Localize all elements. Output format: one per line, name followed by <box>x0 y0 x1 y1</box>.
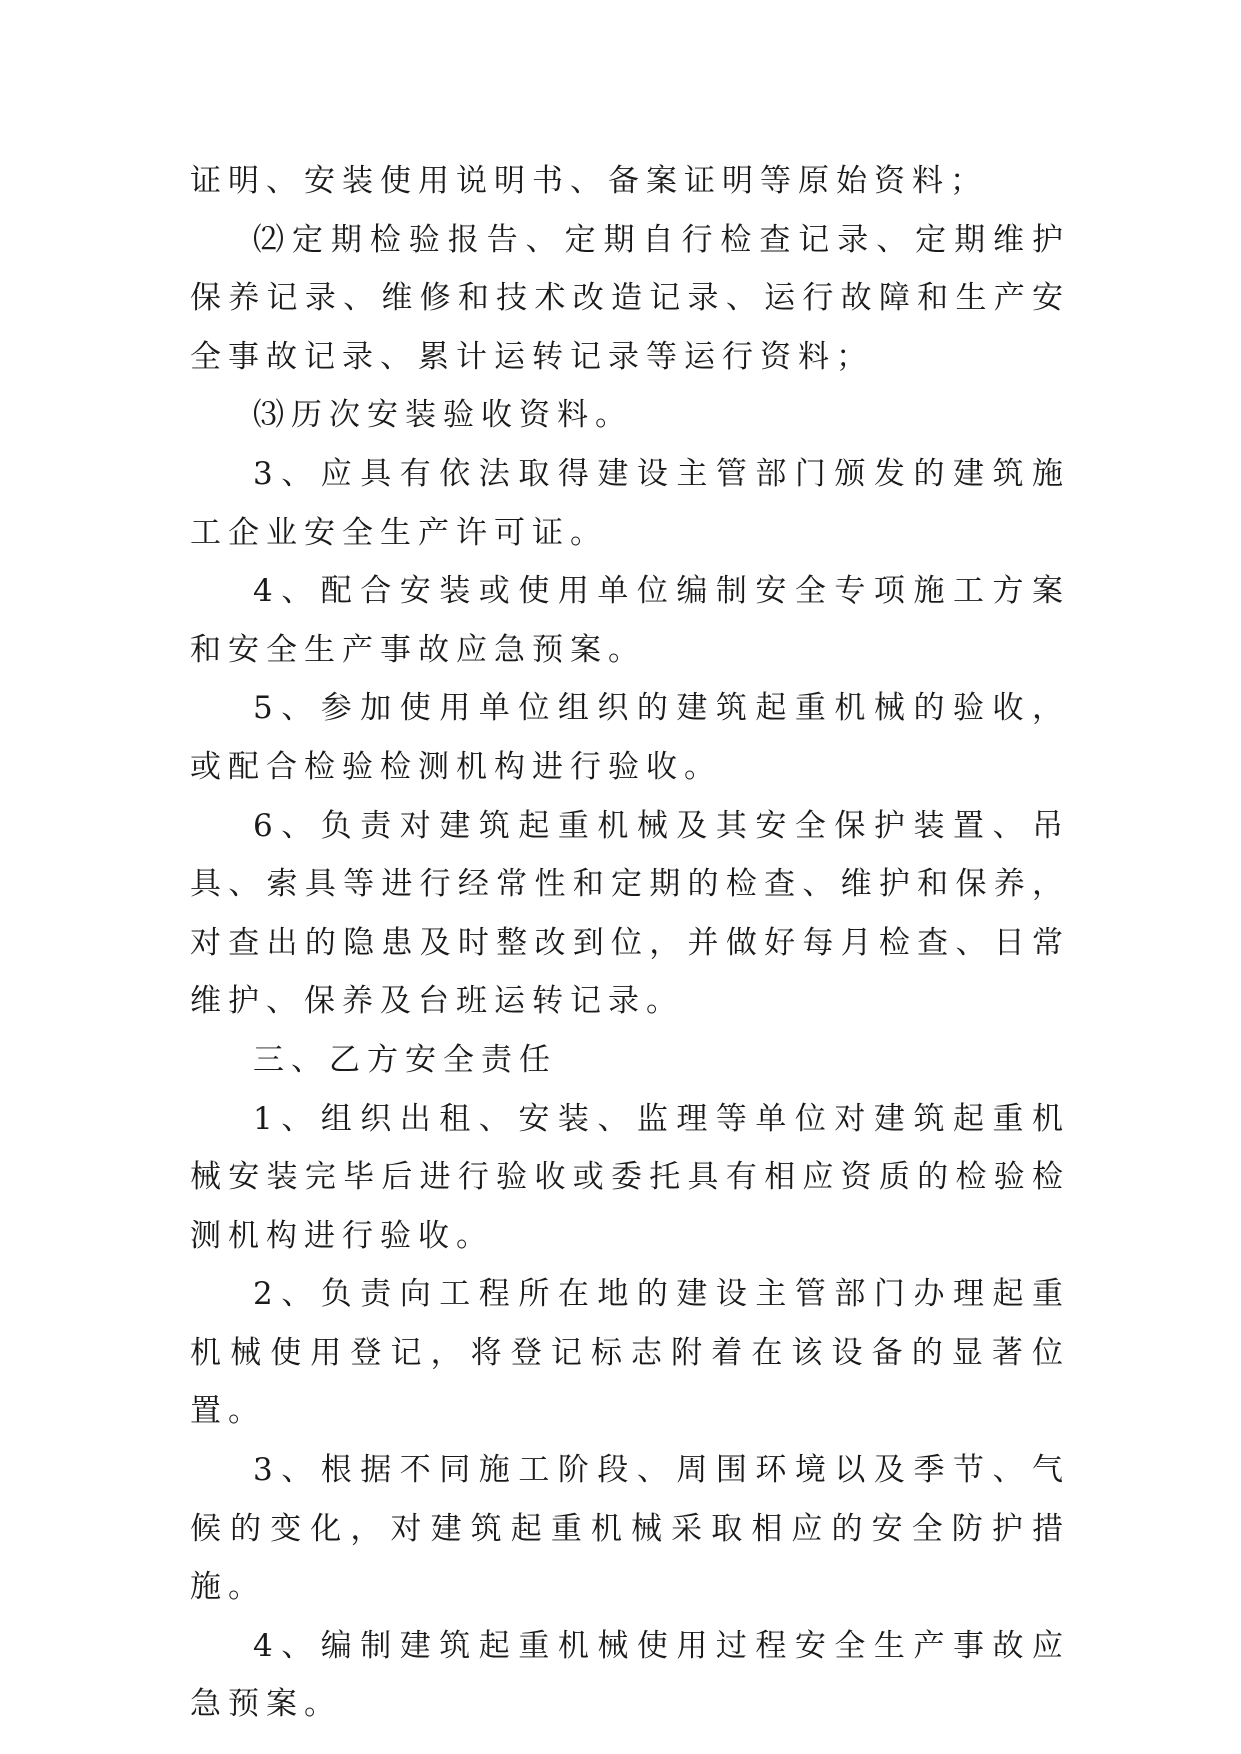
paragraph-clause-5: 5、参加使用单位组织的建筑起重机械的验收，或配合检验检测机构进行验收。 <box>190 690 1070 785</box>
paragraph-clause-6: 6、负责对建筑起重机械及其安全保护装置、吊具、索具等进行经常性和定期的检查、维护和保养，对查出的隐患及时整改到位，并做好每月检查、日常维护、保养及台班运转记录。 <box>190 807 1070 1020</box>
paragraph-item-3: ⑶历次安装验收资料。 <box>253 397 633 434</box>
paragraph-party-b-clause-2: 2、负责向工程所在地的建设主管部门办理起重机械使用登记，将登记标志附着在该设备的显著位置。 <box>190 1276 1070 1430</box>
paragraph-item-2: ⑵定期检验报告、定期自行检查记录、定期维护保养记录、维修和技术改造记录、运行故障和生产安全事故记录、累计运转记录等运行资料； <box>190 221 1070 375</box>
paragraph-party-b-clause-1: 1、组织出租、安装、监理等单位对建筑起重机械安装完毕后进行验收或委托具有相应资质的检验检测机构进行验收。 <box>190 1100 1070 1254</box>
paragraph-clause-4: 4、配合安装或使用单位编制安全专项施工方案和安全生产事故应急预案。 <box>190 573 1070 668</box>
document-body <box>190 152 1070 1734</box>
section-heading-party-b: 三、乙方安全责任 <box>253 1041 557 1078</box>
paragraph-clause-3: 3、应具有依法取得建设主管部门颁发的建筑施工企业安全生产许可证。 <box>190 455 1070 551</box>
paragraph-original-materials: 证明、安装使用说明书、备案证明等原始资料； <box>190 163 988 199</box>
paragraph-party-b-clause-4: 4、编制建筑起重机械使用过程安全生产事故应急预案。 <box>190 1627 1070 1723</box>
paragraph-party-b-clause-3: 3、根据不同施工阶段、周围环境以及季节、气候的变化，对建筑起重机械采取相应的安全防护措施。 <box>190 1452 1070 1606</box>
